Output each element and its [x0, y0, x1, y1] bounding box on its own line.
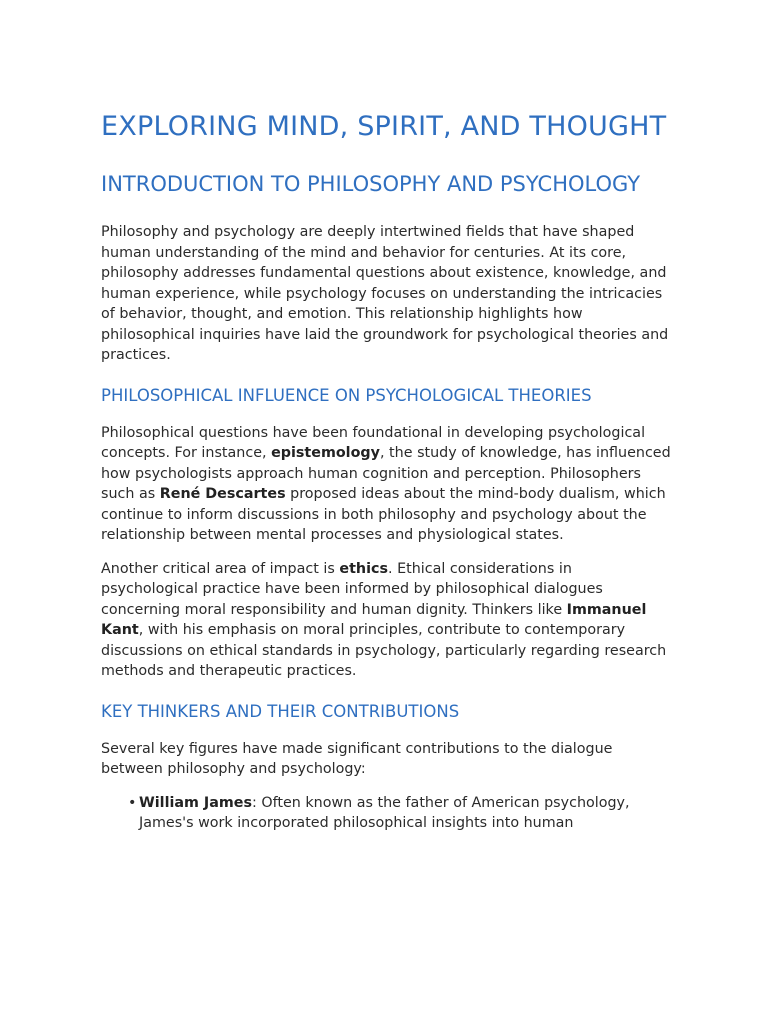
- paragraph-influence-2: [101, 559, 671, 682]
- bullet-icon: •: [128, 794, 137, 811]
- heading-key-thinkers: KEY THINKERS AND THEIR CONTRIBUTIONS: [101, 701, 460, 721]
- bold-term-ethics: ethics: [339, 560, 388, 577]
- document-title: EXPLORING MIND, SPIRIT, AND THOUGHT: [101, 111, 667, 142]
- heading-philosophical-influence: PHILOSOPHICAL INFLUENCE ON PSYCHOLOGICAL THEORIES: [101, 385, 592, 405]
- document-content: [101, 106, 671, 834]
- paragraph-key-thinkers: Several key figures have made significant contributions to the dialogue between philosophy and psychology:: [101, 740, 613, 777]
- list-item: [128, 793, 671, 834]
- bold-name-descartes: René Descartes: [159, 486, 286, 502]
- text-run: Another critical area of impact is: [101, 560, 340, 577]
- text-run: , the study of knowledge, has influenced how psychologists approach human cognition and perception. Philosophers such as: [101, 445, 671, 502]
- list-item-text: : Often known as the father of American psychology, James's work incorporated philosophical insights into human: [139, 794, 630, 831]
- bold-name-kant: Immanuel Kant: [101, 601, 647, 638]
- text-run: proposed ideas about the mind-body dualism, which continue to inform discussions in both philosophy and psychology about the relationship between mental processes and physiological states.: [101, 486, 666, 543]
- bold-term-epistemology: epistemology: [271, 445, 380, 461]
- text-run: . Ethical considerations in psychological practice have been informed by philosophical dialogues concerning moral responsibility and human dignity. Thinkers like: [101, 560, 603, 618]
- thinkers-list: [101, 793, 671, 834]
- text-run: Philosophical questions have been foundational in developing psychological concepts. For instance,: [101, 424, 646, 461]
- text-run: , with his emphasis on moral principles, contribute to contemporary discussions on ethical standards in psychology, particularly regarding research methods and therapeutic practices.: [101, 622, 667, 679]
- bold-name-william-james: William James: [139, 794, 252, 811]
- heading-introduction: INTRODUCTION TO PHILOSOPHY AND PSYCHOLOGY: [101, 172, 641, 196]
- paragraph-influence-1: [101, 423, 671, 546]
- paragraph-introduction: Philosophy and psychology are deeply intertwined fields that have shaped human understanding of the mind and behavior for centuries. At its core, philosophy addresses fundamental questions about existence, knowledge, and human experience, while psychology focuses on understanding the intricacies of behavior, thought, and emotion. This relationship highlights how philosophical inquiries have laid the groundwork for psychological theories and practices.: [101, 224, 669, 363]
